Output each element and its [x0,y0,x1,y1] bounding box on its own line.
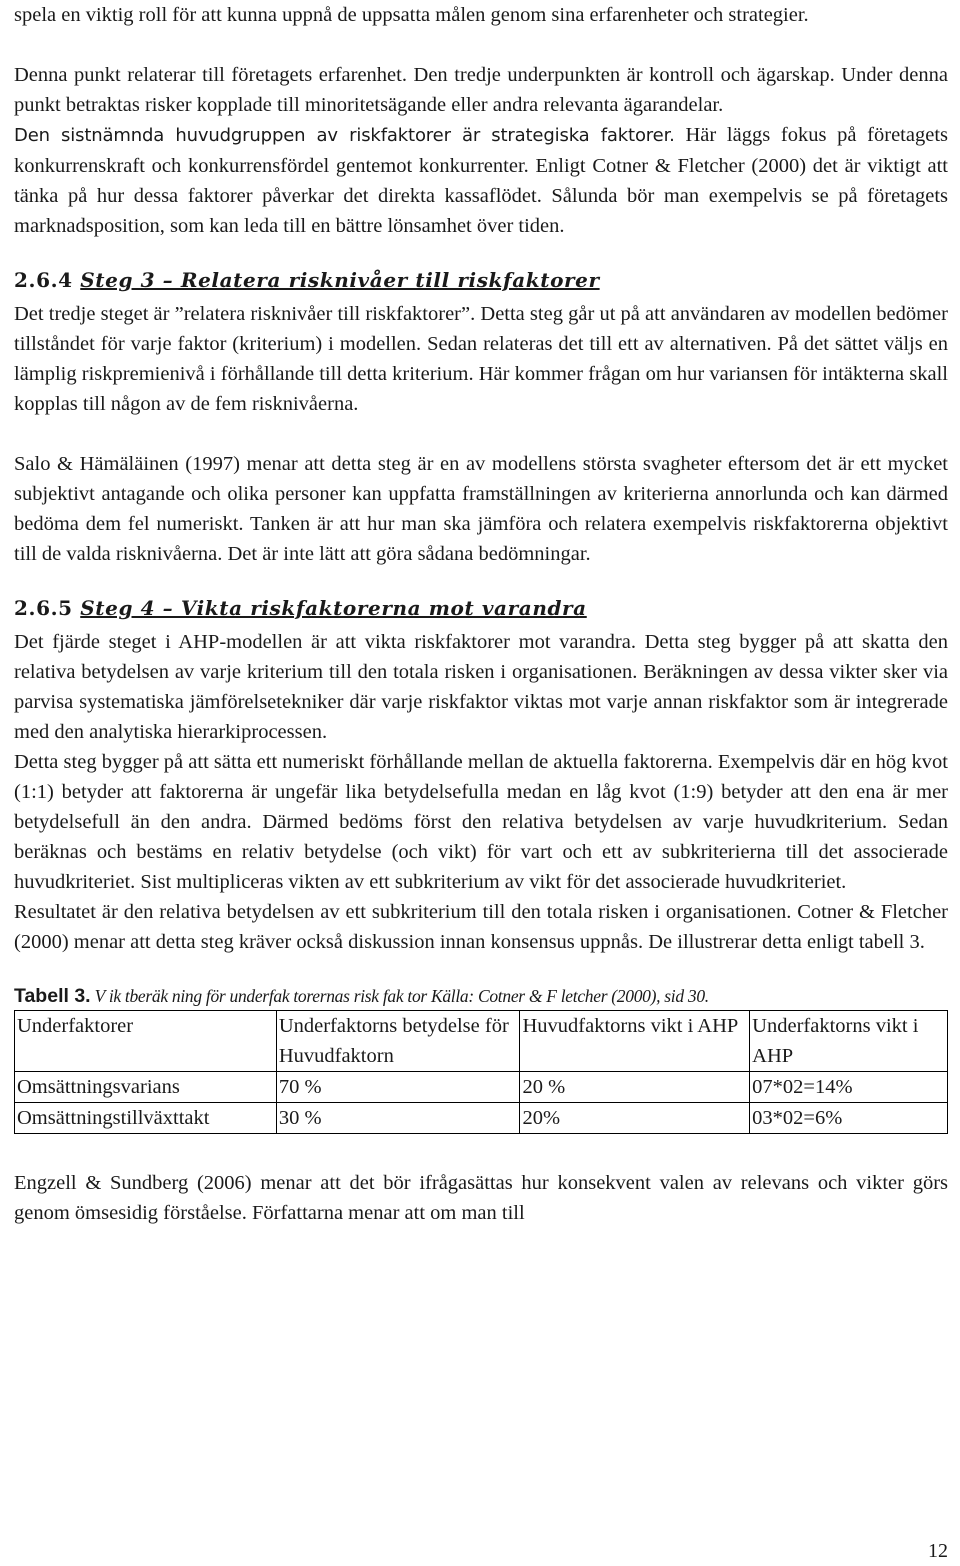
document-page [14,0,948,1228]
table-header-cell: Underfaktorns betydelse för Huvudfaktorn [276,1011,520,1072]
section-heading-2-6-4: 2.6.4 Steg 3 – Relatera risknivåer till riskfaktorer [14,268,600,292]
table-cell: 20 % [520,1072,750,1103]
paragraph-experience: Denna punkt relaterar till företagets erfarenhet. Den tredje underpunkten är kontroll och ägarskap. Under denna punkt betraktas risker kopplade till minoritetsägande eller andra relevanta ägarandelar. [14,64,948,116]
paragraph-step4-description: Det fjärde steget i AHP-modellen är att vikta riskfaktorer mot varandra. Detta steg bygger på att skatta den relativa betydelsen av varje kriterium till den totala risken i organisationen. Beräkningen av dessa vikter sker via parvisa systematiska jämförelsetekniker där varje riskfaktor viktas mot varje annan riskfaktor som är integrerade med den analytiska hierarkiprocessen. [14,631,948,743]
paragraph-strategic-factors [14,120,948,241]
table-cell: Omsättningsvarians [15,1072,277,1103]
table-row [15,1103,948,1134]
table-header-cell: Underfaktorns vikt i AHP [750,1011,948,1072]
paragraph-strategies: spela en viktig roll för att kunna uppnå de uppsatta målen genom sina erfarenheter och strategier. [14,4,809,26]
table-row [15,1072,948,1103]
table-cell: Omsättningstillväxttakt [15,1103,277,1134]
paragraph-salo-hamalainen: Salo & Hämäläinen (1997) menar att detta steg är en av modellens största svagheter eftersom det är ett mycket subjektivt antagande och olika personer kan uppfatta framställningen av kriterierna annorlunda och kan därmed bedöma dem fel numeriskt. Tanken är att hur man ska jämföra och relatera exempelvis riskfaktorerna objektivt till de valda risknivåerna. Det är inte lätt att göra sådana bedömningar. [14,453,948,565]
page-number: 12 [928,1540,948,1562]
paragraph-numeric-ratio: Detta steg bygger på att sätta ett numeriskt förhållande mellan de aktuella faktorerna. Exempelvis där en hög kvot (1:1) betyder att faktorerna är ungefär lika betydelsefulla medan en låg kvot (1:9) betyder att den ena är mer betydelsefull än den andra. Därmed bedöms först den relativa betydelsen av varje huvudkriterium. Sedan beräknas och bestäms en relativ betydelse (och vikt) för vart och ett av subkriterierna till det associerade huvudkriteriet. Sist multipliceras vikten av ett subkriterium av vikt för det associerade huvudkriteriet. [14,751,948,893]
table-header-cell: Underfaktorer [15,1011,277,1072]
table-caption: Tabell 3. V ik tberäk ning för underfak torernas risk fak tor Källa: Cotner & F letcher (2000), sid 30. [14,985,709,1007]
paragraph-result: Resultatet är den relativa betydelsen av ett subkriterium till den totala risken i organisationen. Cotner & Fletcher (2000) menar att detta steg kräver också diskussion innan konsensus uppnås. De illustrerar detta enligt tabell 3. [14,901,948,953]
table-header-cell: Huvudfaktorns vikt i AHP [520,1011,750,1072]
paragraph-step3-description: Det tredje steget är ”relatera risknivåer till riskfaktorer”. Detta steg går ut på att användaren av modellen bedömer tillståndet för varje faktor (kriterium) i modellen. Sedan relateras det till ett av alternativen. På det sättet väljs en lämplig riskpremienivå i förhållande till detta kriterium. Här kommer frågan om hur variansen för intäkterna skall kopplas till någon av de fem risknivåerna. [14,303,948,415]
strategic-rest: Här läggs fokus på företagets konkurrenskraft och konkurrensfördel gentemot konkurrenter. Enligt Cotner & Fletcher (2000) det är viktigt att tänka på hur dessa faktorer påverkar det direkta kassaflödet. Sålunda bör man exempelvis se på företagets marknadsposition, som kan leda till en bättre lönsamhet över tiden. [14,124,948,237]
table-cell: 30 % [276,1103,520,1134]
paragraph-engzell-sundberg: Engzell & Sundberg (2006) menar att det bör ifrågasättas hur konsekvent valen av relevans och vikter görs genom ömsesidig förståelse. Författarna menar att om man till [14,1172,948,1224]
weight-table [14,1010,948,1134]
table-header-row [15,1011,948,1072]
table-cell: 03*02=6% [750,1103,948,1134]
section-heading-2-6-5: 2.6.5 Steg 4 – Vikta riskfaktorerna mot varandra [14,596,587,620]
table-cell: 07*02=14% [750,1072,948,1103]
strategic-lead-sentence: Den sistnämnda huvudgruppen av riskfaktorer är strategiska faktorer. [14,125,675,146]
table-cell: 70 % [276,1072,520,1103]
table-cell: 20% [520,1103,750,1134]
